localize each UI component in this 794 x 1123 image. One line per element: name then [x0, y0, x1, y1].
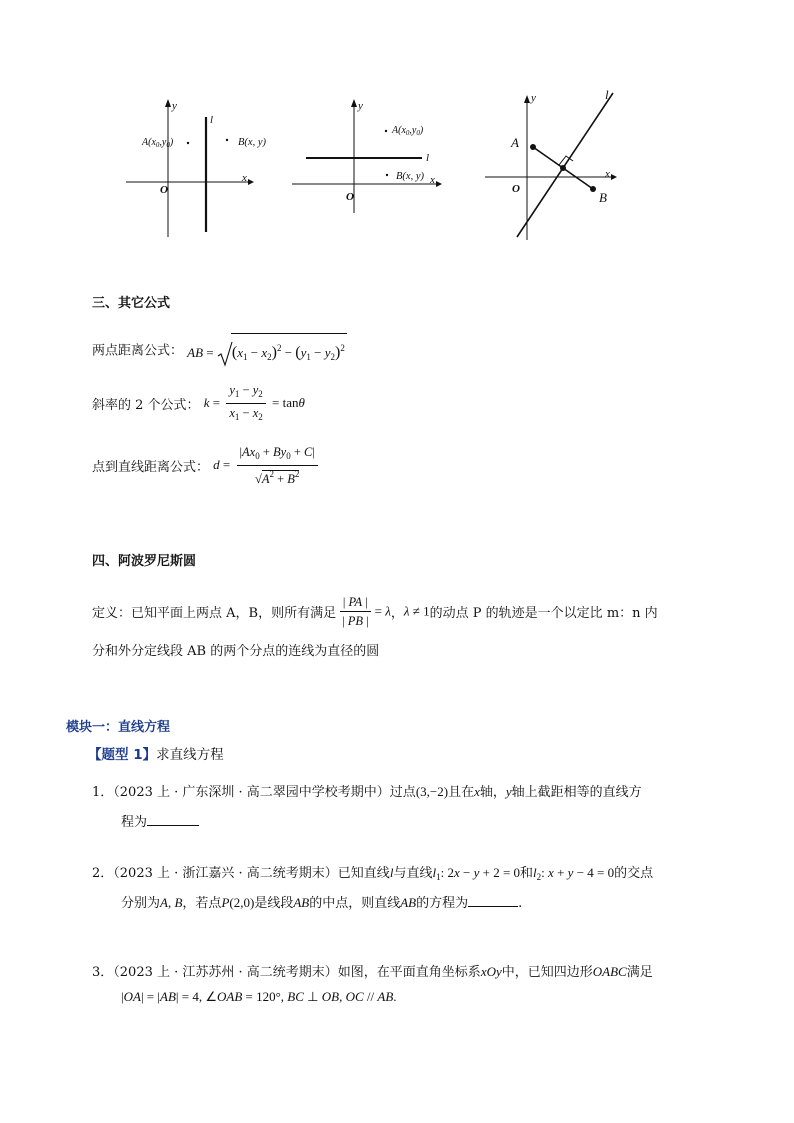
point-b-dot	[590, 186, 596, 192]
point-a-label: $A(x_0,y_0)$	[392, 125, 424, 137]
y-axis-arrow	[524, 95, 530, 103]
slope-formula: 斜率的 2 个公式： k = $\frac{y_1 - y_2}{x_1 - x_2}$ = tanθ	[92, 383, 305, 422]
question-type-tag: 【题型 1】求直线方程	[88, 747, 224, 763]
answer-blank[interactable]	[468, 894, 518, 907]
point-a-label: A	[511, 135, 519, 150]
ratio-fraction: $\frac{| PA |}{| PB |}$	[339, 594, 372, 629]
origin-label: O	[160, 184, 168, 196]
question-3-line2: |OA| = |AB| = 4, ∠OAB = 120°, BC ⊥ OB, OC // AB.	[121, 989, 397, 1004]
point-b-label: B(x, y)	[238, 137, 266, 148]
point-line-distance-math: d = $\frac{|Ax_0 + By_0 + C|}{√A^2 + B^2}$	[213, 458, 321, 473]
x-axis-arrow	[248, 179, 254, 185]
y-axis-arrow	[165, 99, 171, 107]
section-heading-other-formulas: 三、其它公式	[92, 296, 171, 311]
x-label: x	[605, 168, 610, 180]
question-3: 3．（2023 上 · 江苏苏州 · 高二统考期末）如图，在平面直角坐标系xOy中，已知四边形OABC满足	[92, 964, 653, 980]
midpoint-dot	[560, 165, 566, 171]
point-b-dot	[386, 174, 388, 176]
point-a-dot	[187, 142, 189, 144]
apollonius-definition-line1: 定义：已知平面上两点 A，B，则所有满足 $\frac{| PA |}{| PB |}$ = λ，λ ≠ 1的动点 P 的轨迹是一个以定比 m：n 内	[92, 595, 658, 628]
distance-formula-math: AB = $(x_1 - x_2)^2 - (y_1 - y_2)^2$	[187, 333, 347, 369]
question-1: 1．（2023 上 · 广东深圳 · 高二翠园中学校考期中）过点(3,−2)且在x轴，y轴上截距相等的直线方	[92, 784, 642, 800]
apollonius-definition-line2: 分和外分定线段 AB 的两个分点的连线为直径的圆	[92, 644, 380, 659]
point-b-dot	[226, 139, 228, 141]
line-label: l	[426, 152, 430, 164]
x-label: x	[242, 172, 247, 184]
question-2-line2: 分别为A, B，若点P(2,0)是线段AB的中点，则直线AB的方程为 .	[121, 895, 523, 911]
point-a-dot	[530, 144, 536, 150]
section-heading-apollonius: 四、阿波罗尼斯圆	[92, 554, 197, 569]
y-label: y	[172, 100, 177, 112]
question-2: 2．（2023 上 · 浙江嘉兴 · 高二统考期末）已知直线l与直线$l_1$: 2x − y + 2 = 0和$l_2$: x + y − 4 = 0的交点	[92, 865, 654, 882]
figure-perpendicular-line	[475, 85, 635, 245]
line-l	[517, 93, 613, 237]
point-line-distance-formula: 点到直线距离公式： d = $\frac{|Ax_0 + By_0 + C|}{√A^2 + B^2}$	[92, 444, 321, 487]
question-1-line2: 程为	[121, 811, 199, 830]
y-label: y	[358, 100, 363, 112]
y-label: y	[531, 92, 536, 104]
figure-vertical-line	[120, 95, 290, 240]
module-title: 模块一：直线方程	[66, 720, 171, 735]
point-b-label: B	[599, 190, 607, 205]
point-b-label: B(x, y)	[396, 171, 424, 182]
x-axis-arrow	[611, 174, 617, 180]
answer-blank[interactable]	[147, 813, 199, 826]
origin-label: O	[346, 191, 354, 203]
point-a-dot	[385, 130, 387, 132]
x-axis-arrow	[436, 181, 442, 187]
slope-formula-math: k = $\frac{y_1 - y_2}{x_1 - x_2}$ = tanθ	[203, 383, 305, 422]
x-label: x	[430, 174, 435, 186]
y-axis-arrow	[351, 99, 357, 107]
line-label: l	[210, 114, 214, 126]
origin-label: O	[512, 183, 520, 195]
line-label: l	[605, 87, 609, 102]
point-a-label: $A(x_0,y_0)$	[142, 137, 174, 149]
distance-formula: 两点距离公式： AB = $(x_1 - x_2)^2 - (y_1 - y_2)^2$	[92, 333, 347, 369]
figure-horizontal-line	[290, 95, 450, 215]
